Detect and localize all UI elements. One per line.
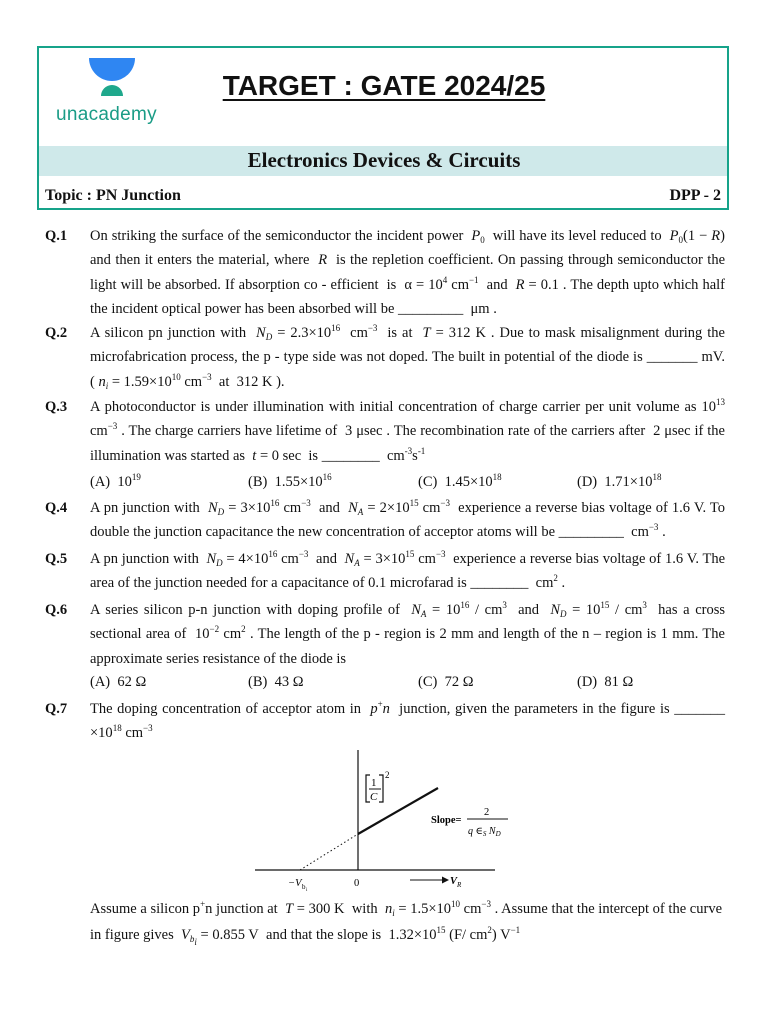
option-a[interactable]: (A) 62 Ω [90,674,147,690]
question-number: Q.6 [45,602,68,618]
question-3 [45,395,725,468]
question-text: A pn junction with $N_D = 4\times 10^{16}$ $cm^{-3}$ and $N_A = 3\times 10^{15}$ $cm^{-3}$ experience a reverse bias voltage of 1.6 V. The area of the junction needed for a capacitance of 0.1 microfarad is ________ $cm^2$ . [90,549,726,592]
svg-text:q ∈S ND: q $\in_S$ $N_D$ [468,826,501,838]
x-axis-arrow [410,877,449,884]
option-a[interactable]: (A) $10^{19}$ [90,472,141,490]
svg-text:−V: −V [288,878,302,889]
x-neg-label [288,878,308,892]
question-text: The doping concentration of acceptor atom in p+n junction, given the parameters in the figure is _______ $\times 10^{18}$ $cm^{-3}$ [90,699,725,742]
svg-text:b: b [302,883,306,891]
svg-text:C: C [370,791,378,803]
question-5 [45,547,725,596]
option-c[interactable]: (C) $1.45\times 10^{18}$ [418,472,502,490]
svg-text:1: 1 [371,777,377,789]
extrapolation-line [300,834,358,870]
question-6 [45,598,725,671]
option-c[interactable]: (C) 72 Ω [418,674,474,690]
svg-text:R: R [457,881,462,889]
question-6-options [90,674,730,696]
question-number: Q.4 [45,500,68,516]
svg-text:2: 2 [484,807,490,818]
page-title: TARGET : GATE 2024/25 [222,70,546,101]
topic-label: Topic : PN Junction [45,187,181,204]
question-number: Q.3 [45,399,68,415]
option-b[interactable]: (B) 43 Ω [248,674,304,690]
svg-text:i: i [306,888,308,892]
capacitance-voltage-figure [250,742,530,892]
question-1 [45,224,725,321]
subject-title: Electronics Devices & Circuits [247,148,521,172]
question-text: On striking the surface of the semiconductor the incident power $P_0$ will have its level reduced to $P_0(1 - R)$ and then it enters the material, where R is the repletion coefficient. On passing through semiconductor the light will be absorbed. If absorption co - efficient is $\alpha = 10^4$ $cm^{-1}$ and R = 0.1 . The depth upto which half the incident optical power has been absorbed will be _________ μm . [90,228,726,317]
question-text: A photoconductor is under illumination with initial concentration of charge carrier per unit volume as $10^{13}$ $cm^{-3}$ . The charge carriers have lifetime of 3 μsec . The recombination rate of the carriers after 2 μsec if the illumination was started as t = 0 sec is ________ $cm^{-3}s^{-1}$ [90,397,725,464]
option-d[interactable]: (D) $1.71\times 10^{18}$ [577,472,662,490]
svg-text:2: 2 [385,770,390,780]
question-text: A silicon pn junction with $N_D = 2.3\times 10^{16}$ $cm^{-3}$ is at T = 312 K . Due to mask misalignment during the microfabrication process, the p - type side was not doped. The built in potential of the diode is _______ mV. ( $n_i = 1.59\times 10^{10}$ $cm^{-3}$ at 312 K ). [90,323,725,391]
question-number: Q.2 [45,325,68,341]
x-axis-label [450,876,462,889]
question-number: Q.1 [45,228,68,244]
slope-annotation [431,807,508,838]
question-number: Q.5 [45,551,68,567]
question-4 [45,496,725,545]
dpp-label: DPP - 2 [669,187,721,204]
origin-label: 0 [354,878,360,889]
question-3-options [90,474,730,496]
option-d[interactable]: (D) 81 Ω [577,674,634,690]
question-7 [45,697,725,746]
y-axis-label [366,770,390,803]
option-b[interactable]: (B) $1.55\times 10^{16}$ [248,472,332,490]
question-2 [45,321,725,394]
svg-text:V: V [450,876,458,887]
brand-name: unacademy [56,104,157,125]
question-text: A pn junction with $N_D = 3\times 10^{16}$ $cm^{-3}$ and $N_A = 2\times 10^{15}$ $cm^{-3}$ experience a reverse bias voltage of 1.6 V. To double the junction capacitance the new concentration of acceptor atoms will be _________ $cm^{-3}$ . [90,498,726,541]
question-number: Q.7 [45,701,68,717]
question-text: A series silicon p-n junction with doping profile of $N_A = 10^{16} / cm^3$ and $N_D = 10^{15} / cm^3$ has a cross sectional area of $10^{-2}$ $cm^2$ . The length of the p - region is 2 mm and length of the n – region is 1 mm. The approximate series resistance of the diode is [90,600,725,667]
question-7-assumptions: Assume a silicon p+n junction at T = 300 K with $n_i = 1.5\times 10^{10}$ $cm^{-3}$ . Assume that the intercept of the curve in figure gives $V_{b_i} = 0.855$ V and that the slope is $1.32\times 10^{15}$ (F/ $cm^2$) $V^{-1}$ [90,899,723,947]
svg-text:Slope=: Slope= [431,815,462,826]
